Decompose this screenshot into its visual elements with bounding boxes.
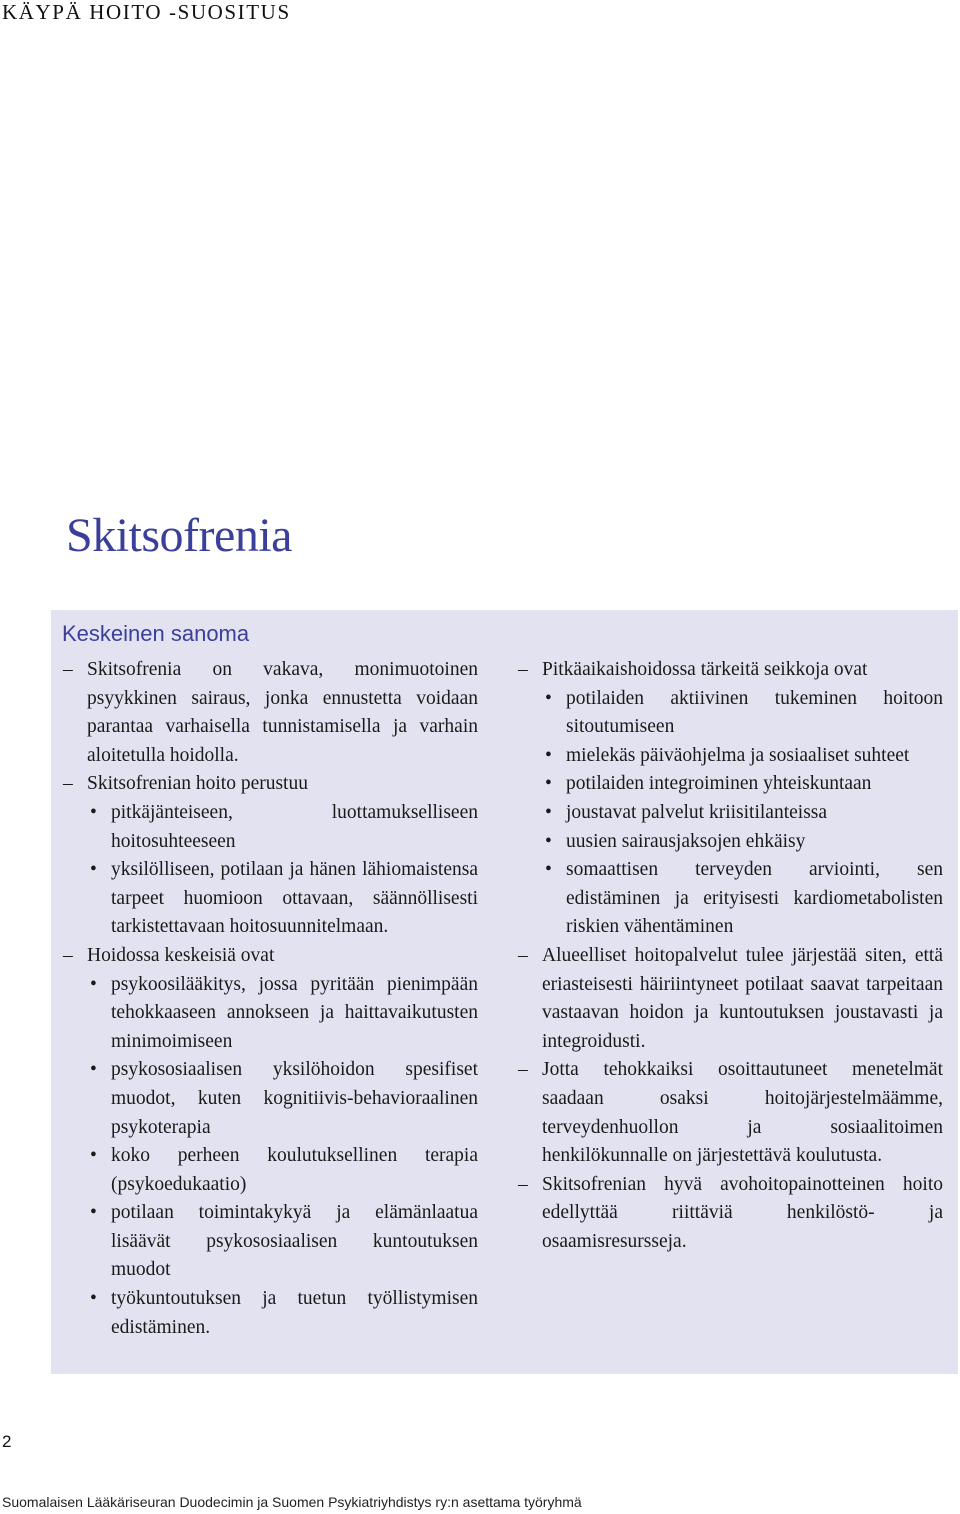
dash-icon: – — [63, 659, 73, 680]
dash-icon: – — [518, 944, 528, 966]
sub-list-item — [87, 1285, 478, 1342]
sub-list-item-text: potilaiden integroiminen yhteiskuntaan — [566, 773, 872, 795]
bullet-icon: • — [90, 801, 97, 823]
dash-icon: – — [63, 944, 73, 966]
list-item-text: Pitkäaikaishoidossa tärkeitä seikkoja ovat — [542, 659, 868, 680]
sub-list-item — [87, 856, 478, 942]
sub-list-item — [87, 1199, 478, 1285]
bullet-icon: • — [90, 1145, 97, 1167]
sub-list-item-text: psykoosilääkitys, jossa pyritään pienimpään tehokkaaseen annokseen ja haittavaikutusten minimoimiseen — [111, 973, 478, 1052]
dash-icon: – — [518, 659, 528, 680]
sub-list-item-text: potilaiden aktiivinen tukeminen hoitoon sitoutumiseen — [566, 687, 943, 738]
sub-list-item — [542, 685, 943, 742]
sub-list-item — [87, 971, 478, 1057]
dash-icon: – — [518, 1059, 528, 1081]
bullet-icon: • — [545, 830, 552, 852]
bullet-icon: • — [545, 773, 552, 795]
sub-list-item-text: potilaan toimintakykyä ja elämänlaatua lisäävät psykososiaalisen kuntoutuksen muodot — [111, 1202, 478, 1281]
key-message-left-column — [63, 656, 478, 1342]
sub-list-item — [542, 742, 943, 771]
bullet-icon: • — [545, 687, 552, 709]
bullet-icon: • — [90, 973, 97, 995]
list-item — [63, 656, 478, 770]
key-message-box — [51, 610, 958, 1374]
sub-list-item — [542, 828, 943, 857]
list-item — [518, 942, 943, 1056]
list-item-text: Alueelliset hoitopalvelut tulee järjestää siten, että eriasteisesti häiriintyneet potilaat saavat tarpeitaan vastaavan hoidon ja kuntoutuksen joustavasti ja integroidusti. — [542, 944, 943, 1052]
list-item — [518, 1056, 943, 1170]
sub-list-item-text: joustavat palvelut kriisitilanteissa — [566, 801, 828, 823]
dash-icon: – — [518, 1173, 528, 1195]
footer-credit: Suomalaisen Lääkäriseuran Duodecimin ja Suomen Psykiatriyhdistys ry:n asettama työryhmä — [2, 1494, 582, 1510]
list-item-text: Jotta tehokkaiksi osoittautuneet menetelmät saadaan osaksi hoitojärjestelmäämme, terveydenhuollon ja sosiaalitoimen henkilökunnalle on järjestettävä koulutusta. — [542, 1059, 943, 1167]
bullet-icon: • — [545, 859, 552, 881]
list-item-text: Skitsofrenia on vakava, monimuotoinen psyykkinen sairaus, jonka ennustetta voidaan parantaa varhaisella tunnistamisella ja varhain aloitetulla hoidolla. — [87, 659, 478, 766]
list-item — [63, 942, 478, 1342]
sub-list-item — [87, 1142, 478, 1199]
bullet-icon: • — [90, 859, 97, 881]
key-message-right-column — [518, 656, 943, 1256]
page-title: Skitsofrenia — [66, 509, 292, 562]
list-item-text: Skitsofrenian hoito perustuu — [87, 773, 308, 795]
list-item — [63, 770, 478, 942]
list-item — [518, 656, 943, 942]
sub-list-item-text: uusien sairausjaksojen ehkäisy — [566, 830, 806, 852]
page-number: 2 — [2, 1432, 12, 1451]
sub-list-item — [87, 799, 478, 856]
bullet-icon: • — [90, 1202, 97, 1224]
sub-list-item — [542, 770, 943, 799]
sub-list-item-text: koko perheen koulutuksellinen terapia (psykoedukaatio) — [111, 1145, 478, 1195]
sub-list-item-text: yksilölliseen, potilaan ja hänen lähiomaistensa tarpeet huomioon ottavaan, säännöllisesti tarkistettavaan hoitosuunnitelmaan. — [111, 859, 478, 938]
dash-icon: – — [63, 773, 73, 795]
sub-list-item — [87, 1056, 478, 1142]
list-item-text: Skitsofrenian hyvä avohoitopainotteinen hoito edellyttää riittäviä henkilöstö- ja osaamisresursseja. — [542, 1173, 943, 1252]
sub-list-item-text: somaattisen terveyden arviointi, sen edistäminen ja erityisesti kardiometabolisten riskien vähentäminen — [566, 859, 943, 938]
list-item — [518, 1171, 943, 1257]
list-item-text: Hoidossa keskeisiä ovat — [87, 944, 275, 966]
sub-list-item-text: psykososiaalisen yksilöhoidon spesifiset muodot, kuten kognitiivis-behavioraalinen psykoterapia — [111, 1059, 478, 1138]
key-message-heading: Keskeinen sanoma — [62, 621, 250, 646]
sub-list-item-text: mielekäs päiväohjelma ja sosiaaliset suhteet — [566, 744, 910, 766]
sub-list-item — [542, 856, 943, 942]
sub-list-item-text: pitkäjänteiseen, luottamukselliseen hoitosuhteeseen — [111, 801, 478, 852]
bullet-icon: • — [545, 801, 552, 823]
sub-list-item-text: työkuntoutuksen ja tuetun työllistymisen edistäminen. — [111, 1288, 478, 1338]
bullet-icon: • — [545, 744, 552, 766]
bullet-icon: • — [90, 1059, 97, 1081]
bullet-icon: • — [90, 1288, 97, 1310]
running-header: KÄYPÄ HOITO -SUOSITUS — [2, 0, 291, 24]
sub-list-item — [542, 799, 943, 828]
